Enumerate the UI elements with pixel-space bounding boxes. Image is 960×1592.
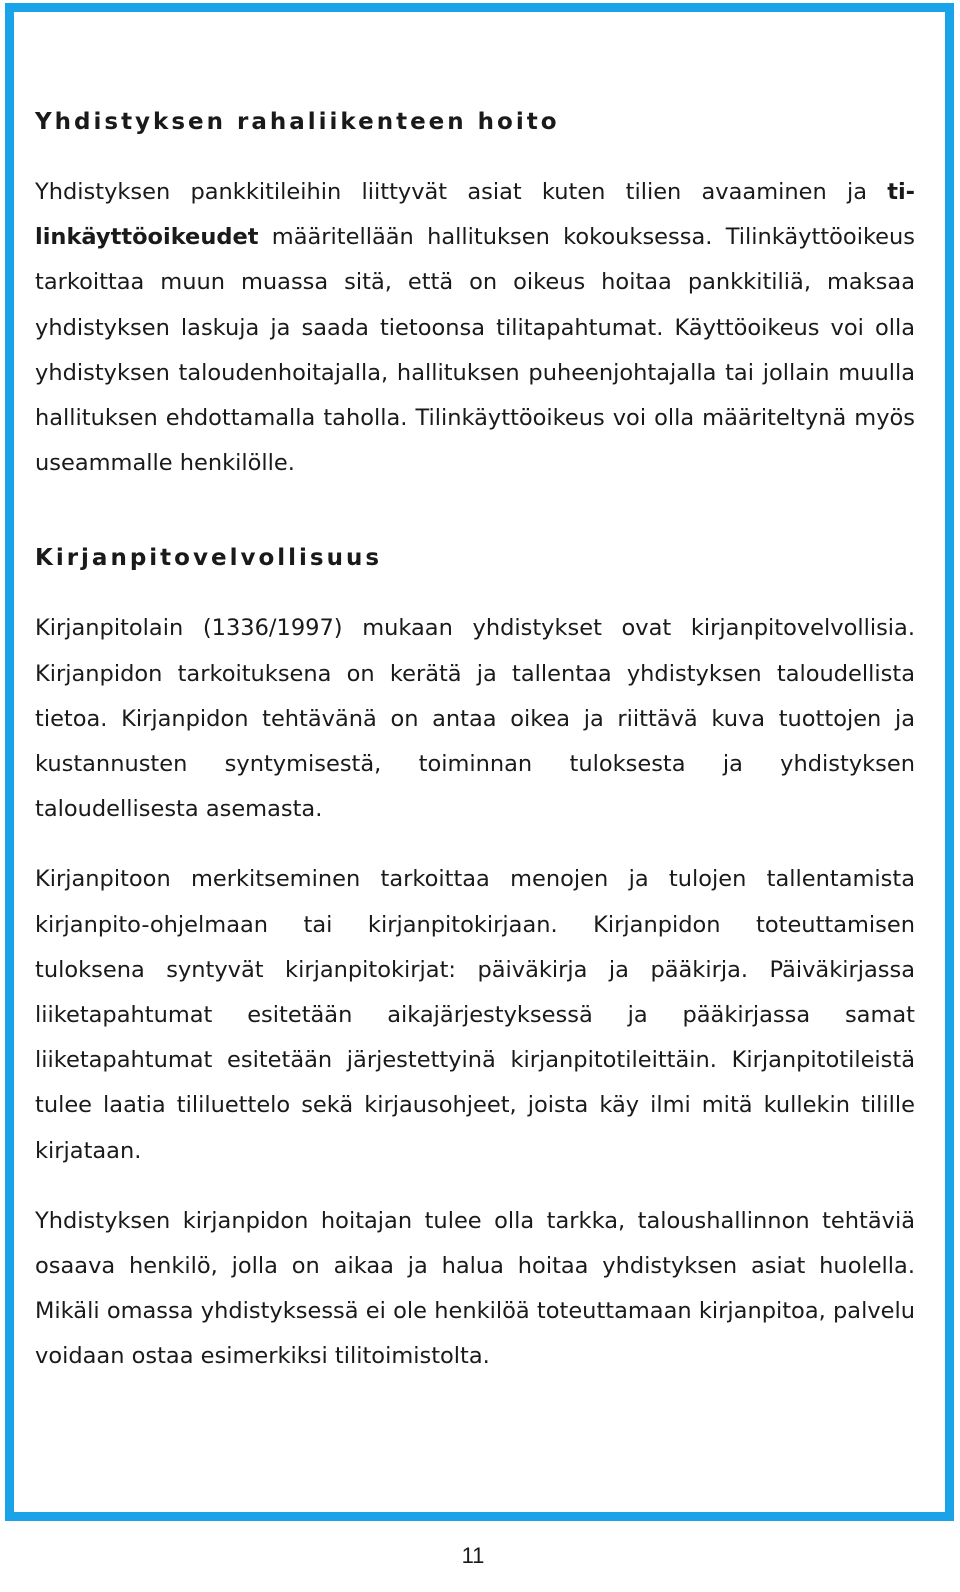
section-heading-kirjanpitovelvollisuus: Kirjanpitovelvollisuus [35, 545, 383, 572]
document-body [35, 100, 915, 1380]
paragraph-text: Yhdistyksen pankkitileihin liittyvät asiat kuten tilien avaaminen ja [35, 179, 888, 205]
page-number: 11 [461, 1543, 485, 1568]
paragraph-kirjanpitoon-merkitseminen: Kirjanpitoon merkitseminen tarkoittaa menojen ja tulojen tallentamista kirjanpito-ohjelmaan tai kirjanpitokirjaan. Kirjanpidon toteuttamisen tuloksena syntyvät kirjanpitokirjat: päiväkirja ja pääkirja. Päiväkirjassa liiketapahtumat esitetään aikajärjestyksessä ja pääkirjassa samat liiketapahtumat esitetään järjestettyinä kirjanpitotileittäin. Kirjanpitotileistä tulee laatia tililuettelo sekä kirjausohjeet, joista käy ilmi mitä kullekin tilille kirjataan. [35, 866, 915, 1164]
section-heading-rahaliikenne: Yhdistyksen rahaliikenteen hoito [35, 109, 560, 135]
paragraph-kirjanpitolaki: Kirjanpitolain (1336/1997) mukaan yhdistykset ovat kirjanpitovelvollisia. Kirjanpidon tarkoituksena on kerätä ja tallentaa yhdistyksen taloudellista tietoa. Kirjanpidon tehtävänä on antaa oikea ja riittävä kuva tuottojen ja kustannusten syntymisestä, toiminnan tuloksesta ja yhdistyksen taloudellisesta asemasta. [35, 615, 915, 823]
paragraph-kirjanpidon-hoitaja: Yhdistyksen kirjanpidon hoitajan tulee olla tarkka, taloushallinnon tehtäviä osaava henkilö, jolla on aikaa ja halua hoitaa yhdistyksen asiat huolella. Mikäli omassa yhdistyksessä ei ole henkilöä toteuttamaan kirjanpitoa, palvelu voidaan ostaa esimerkiksi tilitoimistolta. [35, 1207, 915, 1370]
paragraph-rahaliikenne [35, 170, 915, 486]
bold-term: tilinkäyttöoikeudet [35, 179, 915, 251]
paragraph-text: määritellään hallituksen kokouksessa. Tilinkäyttöoikeus tarkoittaa muun muassa sitä, että on oikeus hoitaa pankkitiliä, maksaa yhdistyksen laskuja ja saada tietoonsa tilitapahtumat. Käyttöoikeus voi olla yhdistyksen taloudenhoitajalla, hallituksen puheenjohtajalla tai jollain muulla hallituksen ehdottamalla taholla. Tilinkäyttöoikeus voi olla määriteltynä myös useammalle henkilölle. [35, 224, 915, 477]
